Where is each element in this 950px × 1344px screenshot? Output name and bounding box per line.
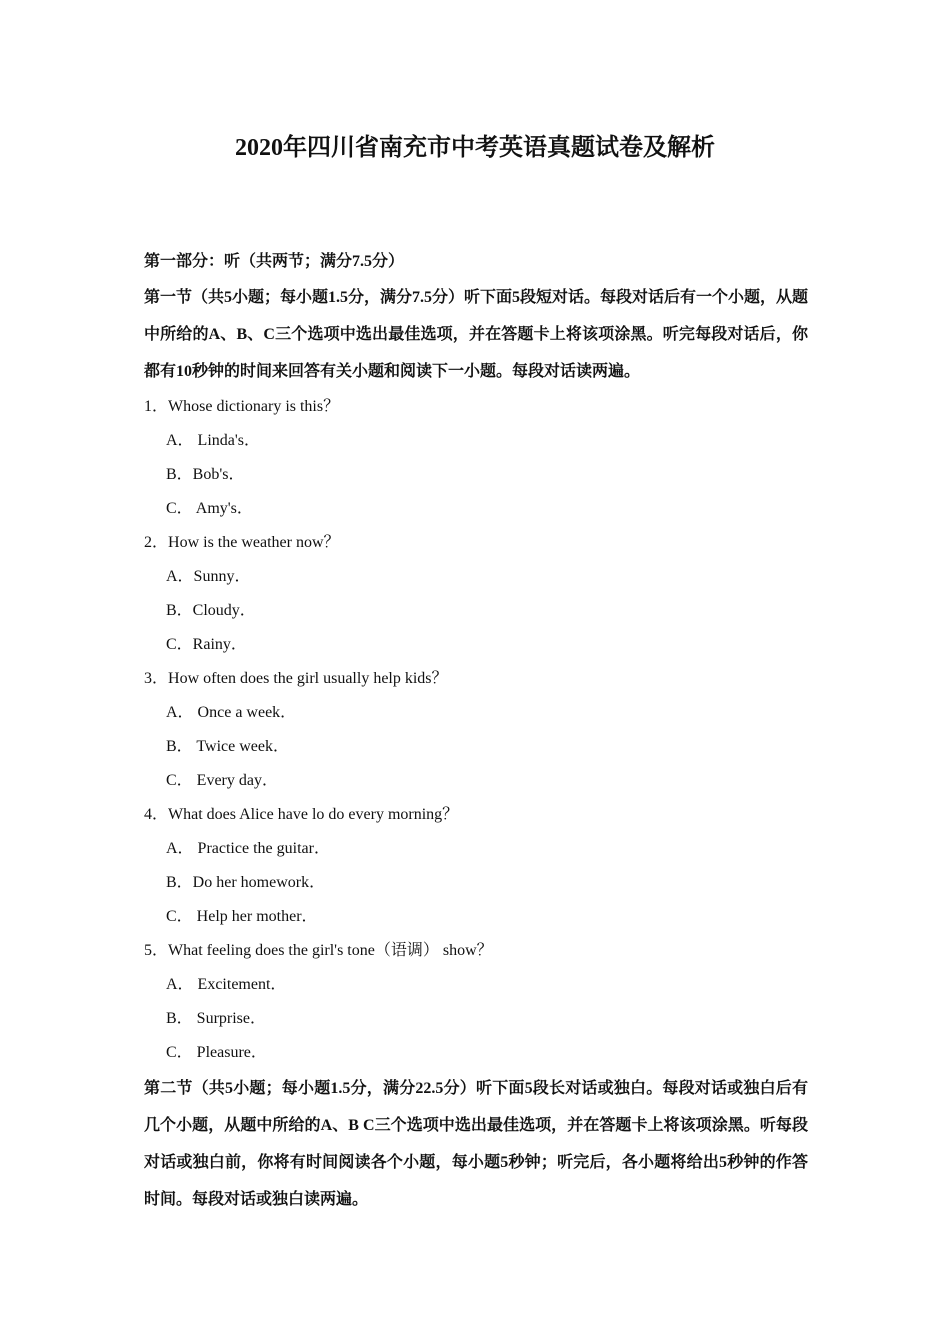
question-text: How often does the girl usually help kids？ <box>168 670 448 687</box>
option-b: B．Bob's． <box>166 466 245 483</box>
question-number: 3． <box>144 670 169 687</box>
question-text: Whose dictionary is this？ <box>168 398 340 415</box>
option-c: C． Pleasure． <box>166 1044 267 1061</box>
option-list <box>144 832 808 934</box>
section2-instructions: 第二节（共5小题；每小题1.5分，满分22.5分）听下面5段长对话或独白。每段对话或独白后有几个小题，从题中所给的A、B C三个选项中选出最佳选项，并在答题卡上将该项涂黑。听每段对话或独白前，你将有时间阅读各个小题，每小题5秒钟；听完后，各小题将给出5秒钟的作答时间。每段对话或独白读两遍。 <box>144 1080 808 1208</box>
question-text: What feeling does the girl's tone（语调） show？ <box>168 942 493 959</box>
option-b: B． Surprise． <box>166 1010 267 1027</box>
question-item <box>144 662 808 798</box>
option-a: A． Once a week． <box>166 704 297 721</box>
option-a: A．Sunny． <box>166 568 251 585</box>
option-a: A． Linda's． <box>166 432 260 449</box>
question-text: What does Alice have lo do every morning？ <box>168 806 459 823</box>
question-number: 2． <box>144 534 169 551</box>
question-stem <box>144 662 808 696</box>
question-list <box>144 390 808 1070</box>
option-c: C． Every day． <box>166 772 278 789</box>
question-item <box>144 798 808 934</box>
option-list <box>144 696 808 798</box>
question-number: 4． <box>144 806 169 823</box>
question-stem <box>144 390 808 424</box>
question-number: 1． <box>144 398 169 415</box>
option-b: B． Twice week． <box>166 738 290 755</box>
option-list <box>144 968 808 1070</box>
question-text: How is the weather now？ <box>168 534 340 551</box>
question-stem <box>144 934 808 968</box>
option-c: C．Rainy． <box>166 636 247 653</box>
option-list <box>144 424 808 526</box>
option-c: C． Amy's． <box>166 500 253 517</box>
option-b: B．Do her homework． <box>166 874 326 891</box>
question-item <box>144 390 808 526</box>
page-title: 2020年四川省南充市中考英语真题试卷及解析 <box>235 135 715 161</box>
section1-instructions: 第一节（共5小题；每小题1.5分，满分7.5分）听下面5段短对话。每段对话后有一个小题，从题中所给的A、B、C三个选项中选出最佳选项，并在答题卡上将该项涂黑。听完每段对话后，你都有10秒钟的时间来回答有关小题和阅读下一小题。每段对话读两遍。 <box>144 289 809 380</box>
part1-heading: 第一部分：听（共两节；满分7.5分） <box>144 253 405 270</box>
question-item <box>144 526 808 662</box>
question-item <box>144 934 808 1070</box>
option-a: A． Excitement． <box>166 976 287 993</box>
option-a: A． Practice the guitar． <box>166 840 330 857</box>
option-list <box>144 560 808 662</box>
exam-content <box>144 245 808 1218</box>
option-b: B．Cloudy． <box>166 602 256 619</box>
option-c: C． Help her mother． <box>166 908 318 925</box>
question-stem <box>144 526 808 560</box>
question-stem <box>144 798 808 832</box>
question-number: 5． <box>144 942 169 959</box>
